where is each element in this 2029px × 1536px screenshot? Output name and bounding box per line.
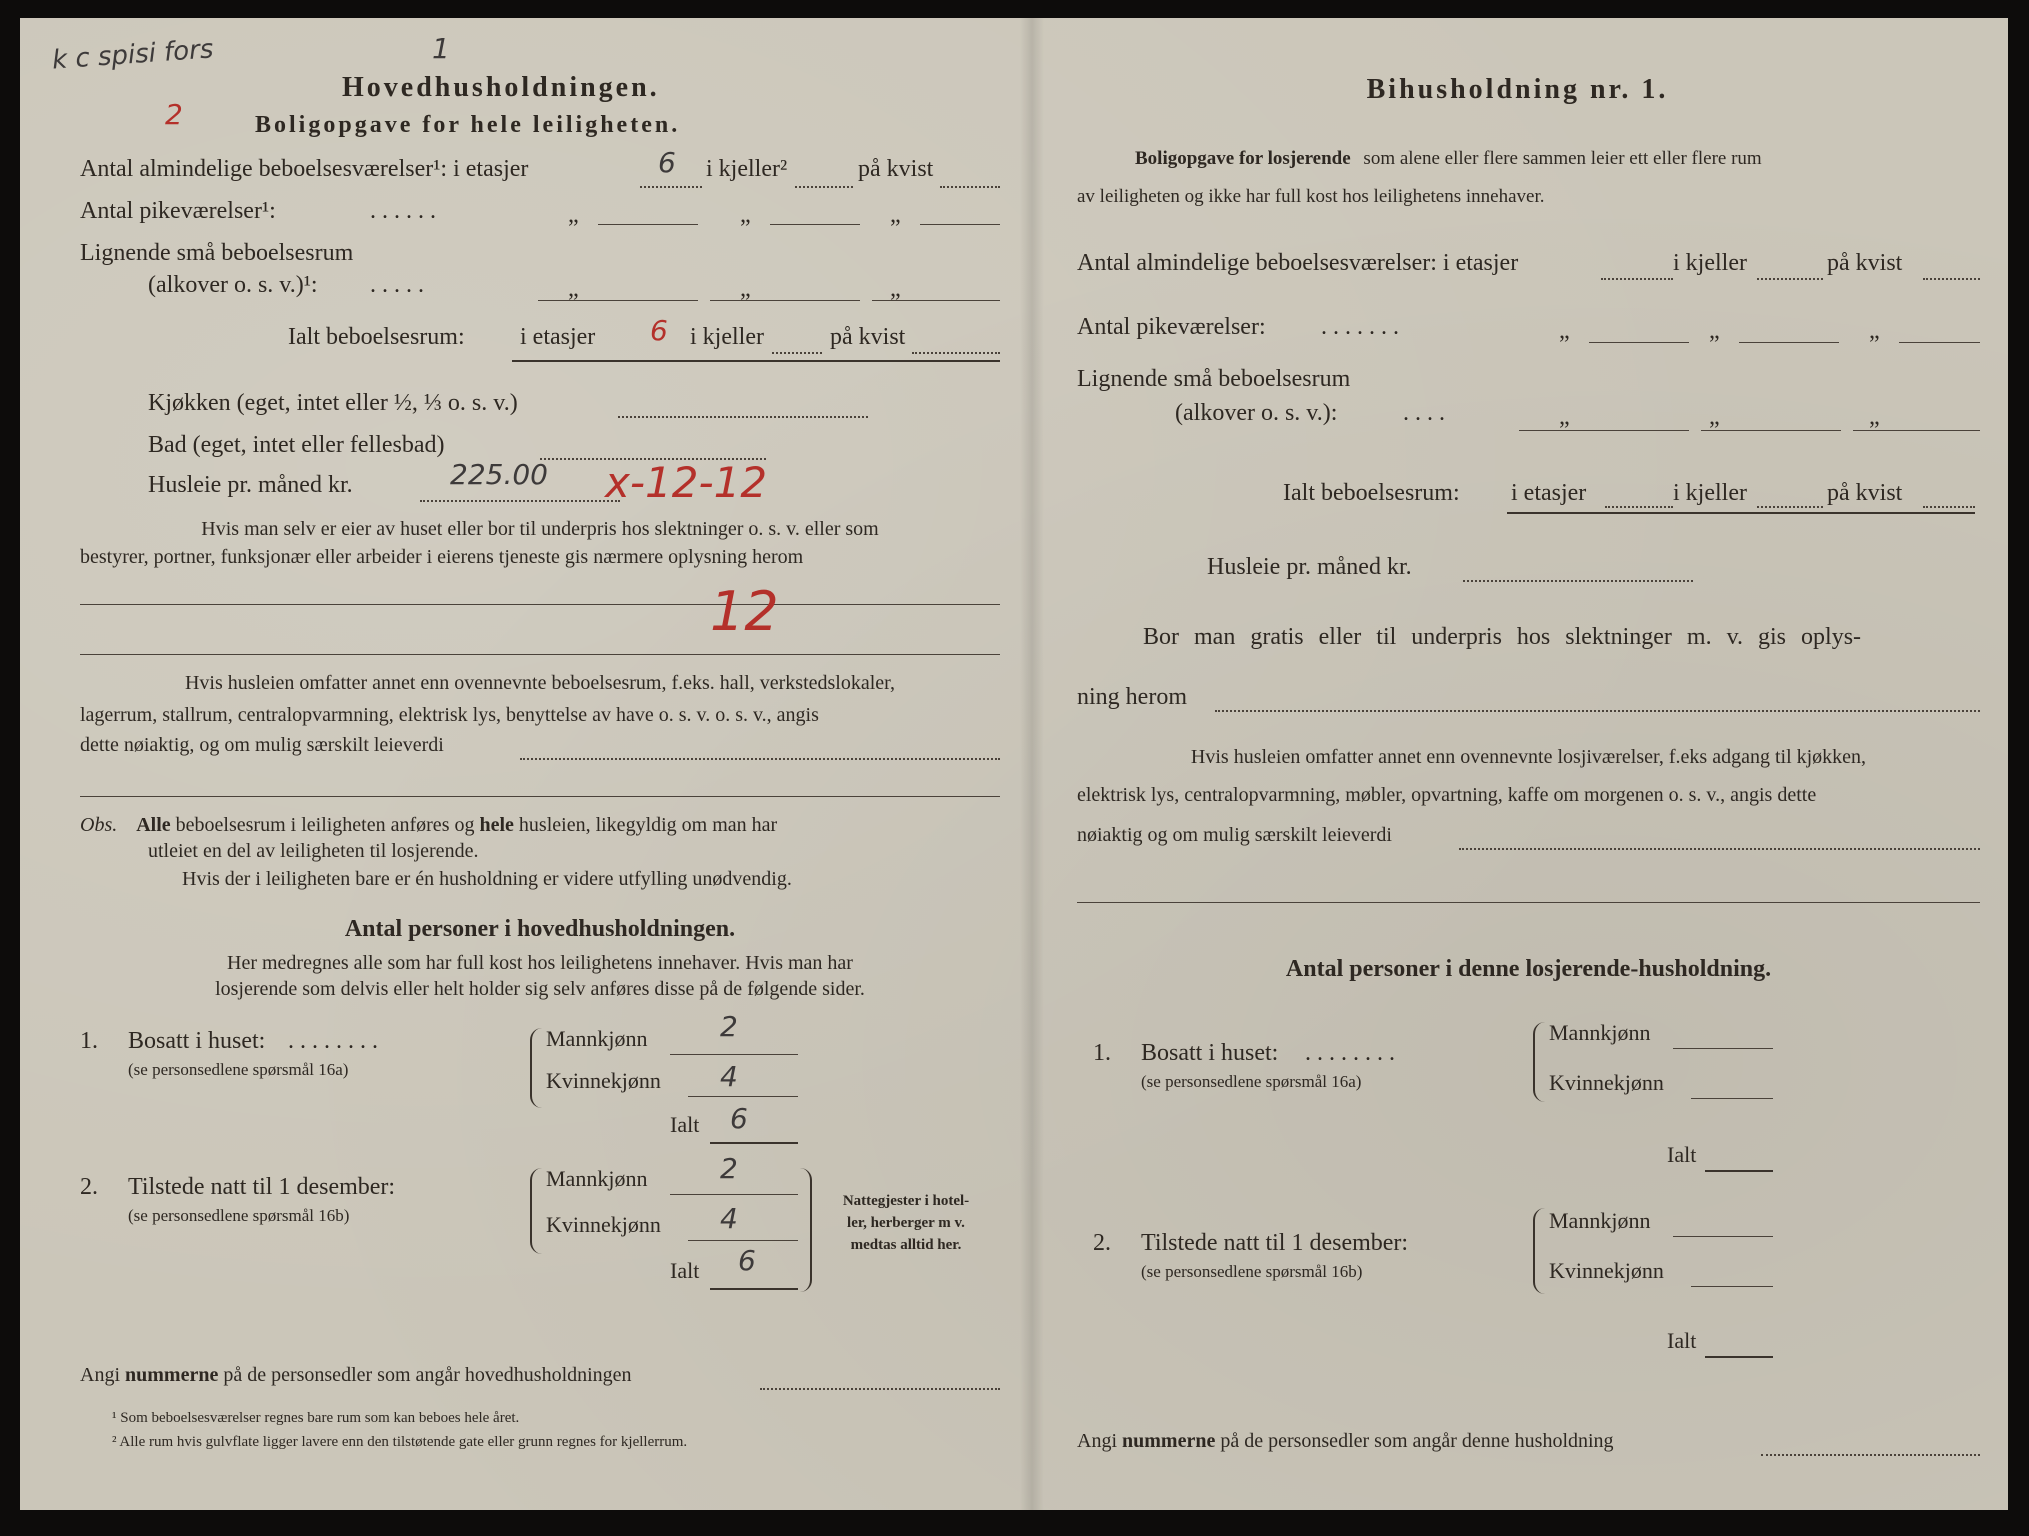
angi-nummerne-left: Angi nummerne på de personsedler som angår hovedhusholdningen	[80, 1364, 632, 1386]
footnote-1: ¹ Som beboelsesværelser regnes bare rum som kan beboes hele året.	[112, 1410, 520, 1426]
right-tilstede-kvinne-label: Kvinnekjønn	[1549, 1258, 1664, 1283]
eier-text-2: bestyrer, portner, funksjonær eller arbeider i eierens tjeneste gis nærmere oplysning herom	[80, 546, 804, 568]
kvist-label: på kvist	[858, 156, 934, 182]
right-bosatt-label: Bosatt i huset:	[1141, 1040, 1279, 1066]
tilstede-mann-label: Mannkjønn	[546, 1166, 648, 1191]
right-tilstede-ialt-label: Ialt	[1667, 1328, 1697, 1353]
obs-line-1: Obs. Alle beboelsesrum i leiligheten anføres og hele husleien, likegyldig om man har	[80, 814, 778, 836]
kjeller-label: i kjeller²	[706, 156, 788, 182]
bosatt-kvinne-label: Kvinnekjønn	[546, 1068, 661, 1093]
bosatt-kvinne-value: 4	[720, 1060, 738, 1093]
bosatt-ialt-label: Ialt	[670, 1112, 700, 1137]
right-intro-line-1: Boligopgave for losjerende som alene eller flere sammen leier ett eller flere rum	[1135, 148, 1762, 169]
right-page: Bihusholdning nr. 1. Boligopgave for losjerende som alene eller flere sammen leier ett eller flere rum av leiligheten og ikke har full kost hos leilighetens innehaver. Antal almindelige beboelsesværelser: i etasjer i kjeller på kvist Antal pikeværelser: . . . . . . . „ „ „ Lignende små beboelsesrum (alkover o. s. v.): . . . . „ „ „ Ialt beboelsesrum: i etasjer i kjeller på kvist Husleie pr. måned kr. Bor man gratis eller til underpris hos slektninger m. v. gis oplys- ning herom Hvis husleien omfatter annet enn ovennevnte losjiværelser, f.eks adgang til kjøkken, elektrisk lys, centralopvarmning, møbler, opvartning, kaffe om morgenen o. s. v., angis dette nøiaktig og om mulig særskilt leieverdi Antal personer i denne losjerende-husholdning. 1. Bosatt i huset: . . . . . . . . (se personsedlene spørsmål 16a) Mannkjønn Kvinnekjønn Ialt 2. Tilstede natt til 1 desember: (se personsedlene spørsmål 16b) Mannkjønn Kvinnekjønn Ialt Angi nummerne på de personsedler som angår denne husholdning	[1055, 18, 1980, 1510]
right-pike-label: Antal pikeværelser:	[1077, 314, 1266, 340]
footnote-2: ² Alle rum hvis gulvflate ligger lavere enn den tilstøtende gate eller grunn regnes for kjellerrum.	[112, 1434, 688, 1450]
tilstede-kvinne-value: 4	[720, 1202, 738, 1235]
obs-line-2: utleiet en del av leiligheten til losjerende.	[148, 840, 479, 862]
tilstede-ref: (se personsedlene spørsmål 16b)	[128, 1206, 350, 1225]
census-form-sheet	[20, 18, 2008, 1510]
lignende-label: Lignende små beboelsesrum	[80, 240, 354, 266]
husleie-red-annotation: x-12-12	[605, 458, 768, 507]
right-omfatter-text-2: elektrisk lys, centralopvarmning, møbler, opvartning, kaffe om morgenen o. s. v., angis dette	[1077, 784, 1817, 806]
tilstede-ialt-label: Ialt	[670, 1258, 700, 1283]
corner-pencil-note: k c spisi fors	[51, 34, 215, 76]
persons-title: Antal personer i hovedhusholdningen.	[344, 916, 736, 942]
omfatter-text-1: Hvis husleien omfatter annet enn ovennevnte beboelsesrum, f.eks. hall, verkstedslokaler,	[184, 672, 896, 694]
left-subtitle: Boligopgave for hele leiligheten.	[255, 112, 681, 138]
right-bosatt-mann-label: Mannkjønn	[1549, 1020, 1651, 1045]
tilstede-mann-value: 2	[720, 1152, 738, 1185]
right-omfatter-text-1: Hvis husleien omfatter annet enn ovennevnte losjiværelser, f.eks adgang til kjøkken,	[1190, 746, 1867, 768]
right-husleie-label: Husleie pr. måned kr.	[1207, 554, 1412, 580]
ialt-beboelsesrum-label: Ialt beboelsesrum:	[288, 324, 465, 350]
right-gratis-text-2: ning herom	[1077, 684, 1187, 710]
husleie-value: 225.00	[450, 458, 548, 491]
bad-label: Bad (eget, intet eller fellesbad)	[148, 432, 445, 458]
right-persons-title: Antal personer i denne losjerende-husholdning.	[1285, 956, 1772, 982]
bosatt-ref: (se personsedlene spørsmål 16a)	[128, 1060, 349, 1079]
eier-text-1: Hvis man selv er eier av huset eller bor til underpris hos slektninger o. s. v. eller som	[201, 518, 879, 540]
nattegjester-note: Nattegjester i hotel- ler, herberger m v. medtas alltid her.	[842, 1193, 970, 1253]
right-tilstede-ref: (se personsedlene spørsmål 16b)	[1141, 1262, 1363, 1281]
rooms-etasjer-value: 6	[658, 146, 676, 179]
omfatter-text-2: lagerrum, stallrum, centralopvarmning, elektrisk lys, benyttelse av have o. s. v. o. s. v., angis	[80, 704, 819, 726]
page-fold	[1020, 18, 1044, 1510]
bosatt-mann-label: Mannkjønn	[546, 1026, 648, 1051]
right-title: Bihusholdning nr. 1.	[1366, 74, 1669, 105]
right-bosatt-kvinne-label: Kvinnekjønn	[1549, 1070, 1664, 1095]
left-page: k c spisi fors 1 2 Hovedhusholdningen. Boligopgave for hele leiligheten. Antal almindelige beboelsesværelser¹: i etasjer 6 i kjeller² på kvist Antal pikeværelser¹: . . . . . . „ „ „ Lignende små beboelsesrum (alkover o. s. v.)¹: . . . . . „ „ „ Ialt beboelsesrum: i etasjer 6 i kjeller på kvist Kjøkken (eget, intet eller ½, ⅓ o. s. v.) Bad (eget, intet eller fellesbad) Husleie pr. måned kr. 225.00 x-12-12 Hvis man selv er eier av huset eller bor til underpris hos slektninger o. s. v. eller som bestyrer, portner, funksjonær eller arbeider i eierens tjeneste gis nærmere oplysning herom 12 Hvis husleien omfatter annet enn ovennevnte beboelsesrum, f.eks. hall, verkstedslokaler, lagerrum, stallrum, centralopvarmning, elektrisk lys, benyttelse av have o. s. v. o. s. v., angis dette nøiaktig, og om mulig særskilt leieverdi Obs. Alle beboelsesrum i leiligheten anføres og hele husleien, likegyldig om man har utleiet en del av leiligheten til losjerende. Hvis der i leiligheten bare er én husholdning er videre utfylling unødvendig. Antal personer i hovedhusholdningen. Her medregnes alle som har full kost hos leilighetens innehaver. Hvis man har losjerende som delvis eller helt holder sig selv anføres disse på de følgende sider. 1. Bosatt i huset: . . . . . . . . (se personsedlene spørsmål 16a) Mannkjønn 2 Kvinnekjønn 4 Ialt 6 2. Tilstede natt til 1 desember: (se personsedlene spørsmål 16b) Mannkjønn 2 Kvinnekjønn 4 Ialt 6 Nattegjester i hotel- ler, herberger m v. medtas alltid her. Angi nummerne på de personsedler som angår hovedhusholdningen ¹ Som beboelsesværelser regnes bare rum som kan beboes hele året. ² Alle rum hvis gulvflate ligger lavere enn den tilstøtende gate eller grunn regnes for kjellerrum.	[60, 18, 1005, 1510]
right-intro-line-2: av leiligheten og ikke har full kost hos leilighetens innehaver.	[1077, 186, 1545, 207]
left-title: Hovedhusholdningen.	[342, 72, 660, 103]
rooms-label: Antal almindelige beboelsesværelser¹: i etasjer	[80, 156, 529, 182]
kjokken-label: Kjøkken (eget, intet eller ½, ⅓ o. s. v.)	[148, 390, 518, 416]
obs-line-3: Hvis der i leiligheten bare er én husholdning er videre utfylling unødvendig.	[182, 868, 792, 890]
right-tilstede-label: Tilstede natt til 1 desember:	[1141, 1230, 1409, 1256]
ialt-etasjer-value: 6	[650, 314, 668, 347]
angi-nummerne-right: Angi nummerne på de personsedler som angår denne husholdning	[1077, 1430, 1614, 1452]
husleie-label: Husleie pr. måned kr.	[148, 472, 353, 498]
tilstede-label: Tilstede natt til 1 desember:	[128, 1174, 396, 1200]
right-ialt-label: Ialt beboelsesrum:	[1283, 480, 1460, 506]
corner-pencil-number: 1	[432, 32, 450, 65]
right-tilstede-mann-label: Mannkjønn	[1549, 1208, 1651, 1233]
right-lignende-label: Lignende små beboelsesrum	[1077, 366, 1351, 392]
herom-red-annotation: 12	[710, 580, 779, 643]
right-gratis-text-1: Bor man gratis eller til underpris hos slektninger m. v. gis oplys-	[1143, 624, 1862, 650]
right-bosatt-ref: (se personsedlene spørsmål 16a)	[1141, 1072, 1362, 1091]
right-omfatter-text-3: nøiaktig og om mulig særskilt leieverdi	[1077, 824, 1392, 846]
persons-text-1: Her medregnes alle som har full kost hos leilighetens innehaver. Hvis man har	[227, 952, 853, 974]
pike-label: Antal pikeværelser¹:	[80, 198, 276, 224]
tilstede-ialt-value: 6	[738, 1244, 756, 1277]
persons-text-2: losjerende som delvis eller helt holder sig selv anføres disse på de følgende sider.	[215, 978, 865, 1000]
right-rooms-label: Antal almindelige beboelsesværelser: i etasjer	[1077, 250, 1519, 276]
tilstede-kvinne-label: Kvinnekjønn	[546, 1212, 661, 1237]
bosatt-mann-value: 2	[720, 1010, 738, 1043]
omfatter-text-3: dette nøiaktig, og om mulig særskilt leieverdi	[80, 734, 444, 756]
alkover-label: (alkover o. s. v.)¹:	[148, 272, 318, 298]
bosatt-ialt-value: 6	[730, 1102, 748, 1135]
right-alkover-label: (alkover o. s. v.):	[1175, 400, 1338, 426]
bosatt-label: Bosatt i huset:	[128, 1028, 266, 1054]
right-bosatt-ialt-label: Ialt	[1667, 1142, 1697, 1167]
corner-red-number: 2	[165, 98, 183, 131]
